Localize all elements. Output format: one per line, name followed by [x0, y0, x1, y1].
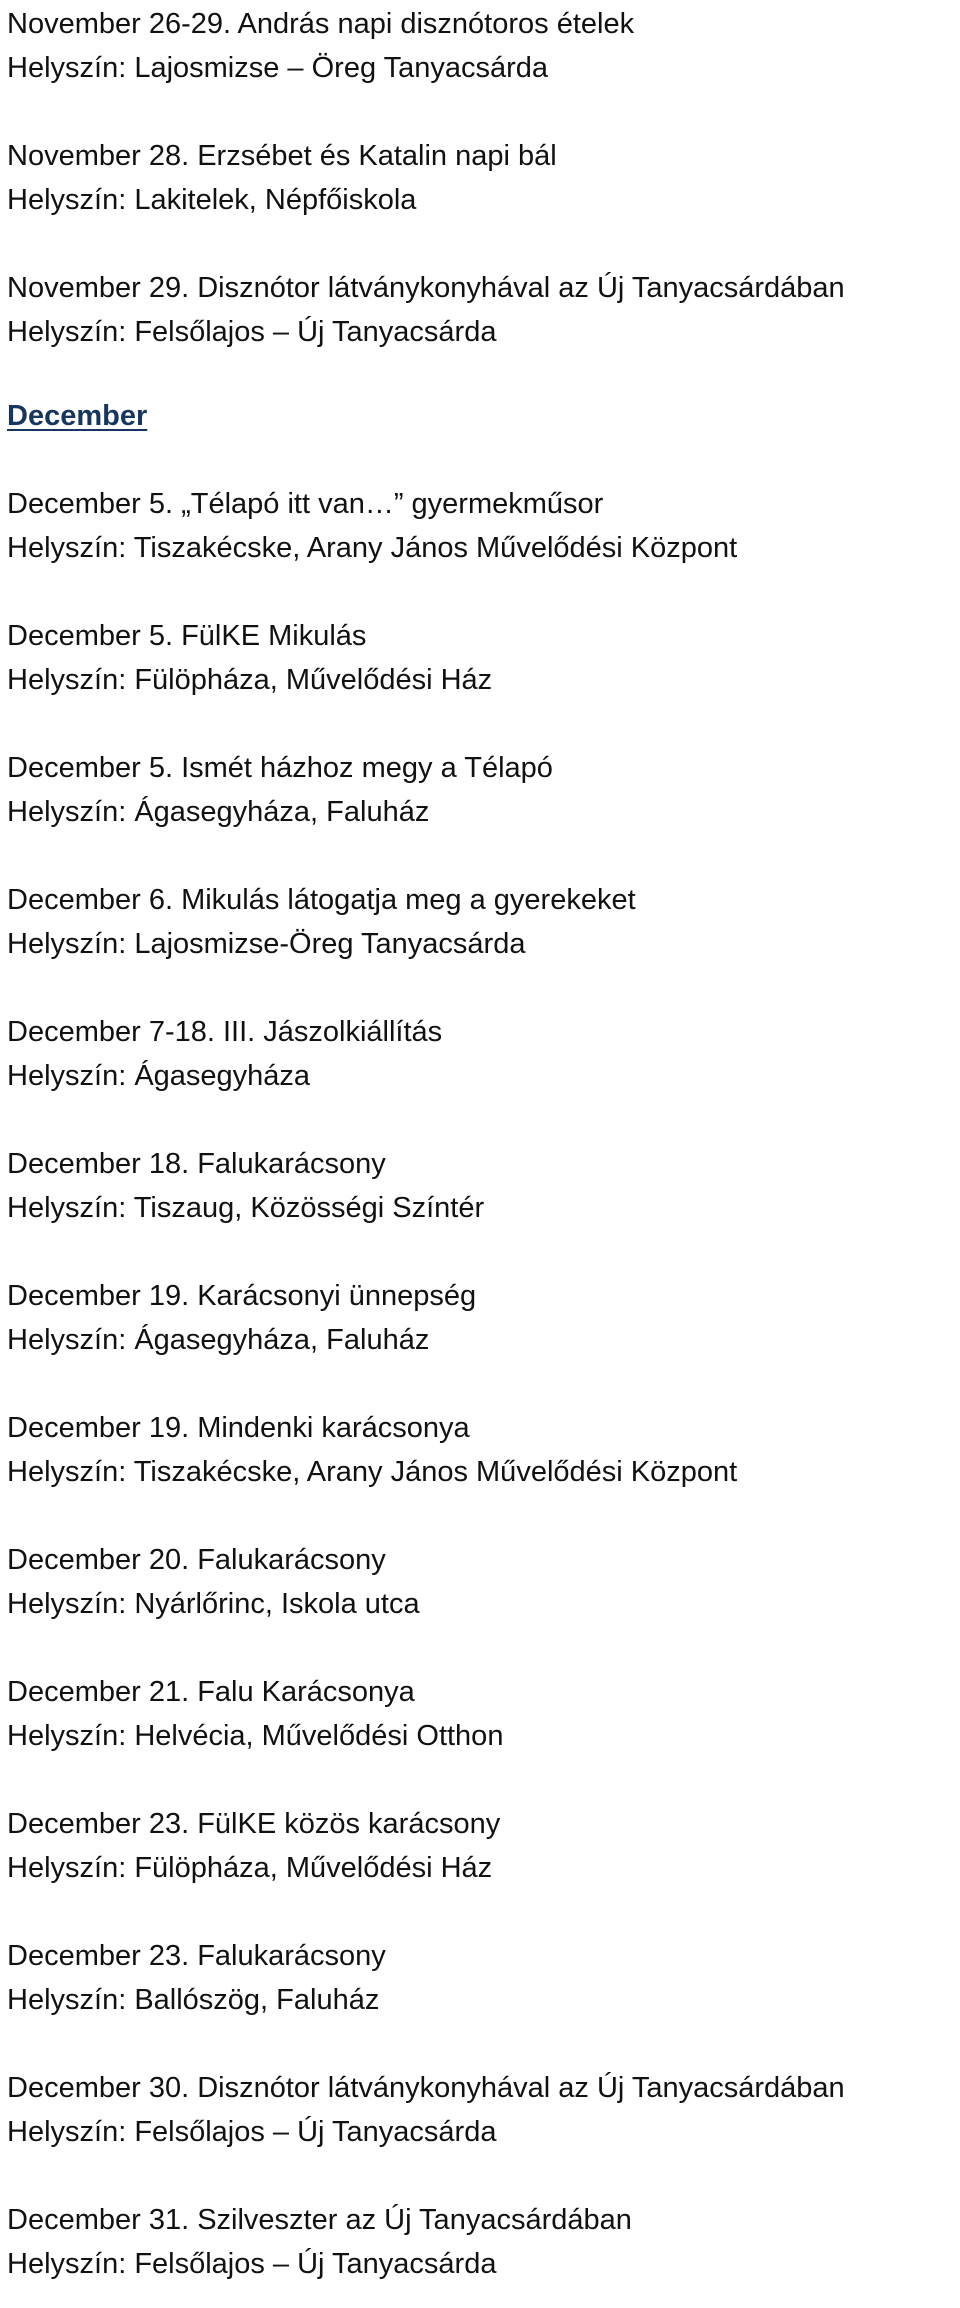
event-title: December 18. Falukarácsony	[7, 1148, 386, 1180]
event-entry	[7, 134, 953, 222]
event-entry	[7, 878, 953, 966]
event-entry	[7, 614, 953, 702]
event-location: Helyszín: Lajosmizse – Öreg Tanyacsárda	[7, 52, 549, 84]
event-location: Helyszín: Helvécia, Művelődési Otthon	[7, 1720, 504, 1752]
event-title: December 19. Karácsonyi ünnepség	[7, 1280, 477, 1312]
event-location: Helyszín: Ágasegyháza, Faluház	[7, 1324, 430, 1356]
event-title: November 28. Erzsébet és Katalin napi bál	[7, 140, 557, 172]
event-location: Helyszín: Nyárlőrinc, Iskola utca	[7, 1588, 420, 1620]
event-title: December 5. FülKE Mikulás	[7, 620, 367, 652]
event-location: Helyszín: Fülöpháza, Művelődési Ház	[7, 664, 493, 696]
event-title: December 23. FülKE közös karácsony	[7, 1808, 501, 1840]
event-title: December 5. Ismét házhoz megy a Télapó	[7, 752, 553, 784]
event-entry	[7, 1934, 953, 2022]
event-location: Helyszín: Felsőlajos – Új Tanyacsárda	[7, 316, 497, 348]
event-title: December 30. Disznótor látványkonyhával az Új Tanyacsárdában	[7, 2072, 845, 2104]
event-entry	[7, 1538, 953, 1626]
document-page	[7, 0, 953, 2286]
event-location: Helyszín: Tiszakécske, Arany János Művelődési Központ	[7, 532, 738, 564]
november-events	[7, 2, 953, 354]
event-title: November 29. Disznótor látványkonyhával az Új Tanyacsárdában	[7, 272, 845, 304]
event-location: Helyszín: Lakitelek, Népfőiskola	[7, 184, 417, 216]
section-heading-december: December	[7, 400, 148, 432]
event-entry	[7, 2066, 953, 2154]
event-title: December 6. Mikulás látogatja meg a gyerekeket	[7, 884, 636, 916]
event-title: December 31. Szilveszter az Új Tanyacsárdában	[7, 2204, 632, 2236]
event-location: Helyszín: Tiszaug, Közösségi Színtér	[7, 1192, 485, 1224]
event-title: November 26-29. András napi disznótoros ételek	[7, 8, 635, 40]
event-title: December 23. Falukarácsony	[7, 1940, 386, 1972]
event-entry	[7, 266, 953, 354]
event-entry	[7, 1406, 953, 1494]
event-entry	[7, 1274, 953, 1362]
event-entry	[7, 1142, 953, 1230]
event-location: Helyszín: Felsőlajos – Új Tanyacsárda	[7, 2248, 497, 2280]
event-title: December 5. „Télapó itt van…” gyermekműsor	[7, 488, 604, 520]
event-entry	[7, 1802, 953, 1890]
event-entry	[7, 746, 953, 834]
event-title: December 7-18. III. Jászolkiállítás	[7, 1016, 443, 1048]
event-title: December 21. Falu Karácsonya	[7, 1676, 415, 1708]
event-entry	[7, 1010, 953, 1098]
event-location: Helyszín: Ágasegyháza, Faluház	[7, 796, 430, 828]
event-location: Helyszín: Ágasegyháza	[7, 1060, 311, 1092]
event-entry	[7, 482, 953, 570]
event-entry	[7, 2198, 953, 2286]
event-entry	[7, 1670, 953, 1758]
event-location: Helyszín: Fülöpháza, Művelődési Ház	[7, 1852, 493, 1884]
event-title: December 20. Falukarácsony	[7, 1544, 386, 1576]
event-location: Helyszín: Tiszakécske, Arany János Művelődési Központ	[7, 1456, 738, 1488]
event-location: Helyszín: Felsőlajos – Új Tanyacsárda	[7, 2116, 497, 2148]
event-location: Helyszín: Lajosmizse-Öreg Tanyacsárda	[7, 928, 526, 960]
event-title: December 19. Mindenki karácsonya	[7, 1412, 470, 1444]
event-location: Helyszín: Ballószög, Faluház	[7, 1984, 380, 2016]
december-events	[7, 482, 953, 2286]
event-entry	[7, 2, 953, 90]
